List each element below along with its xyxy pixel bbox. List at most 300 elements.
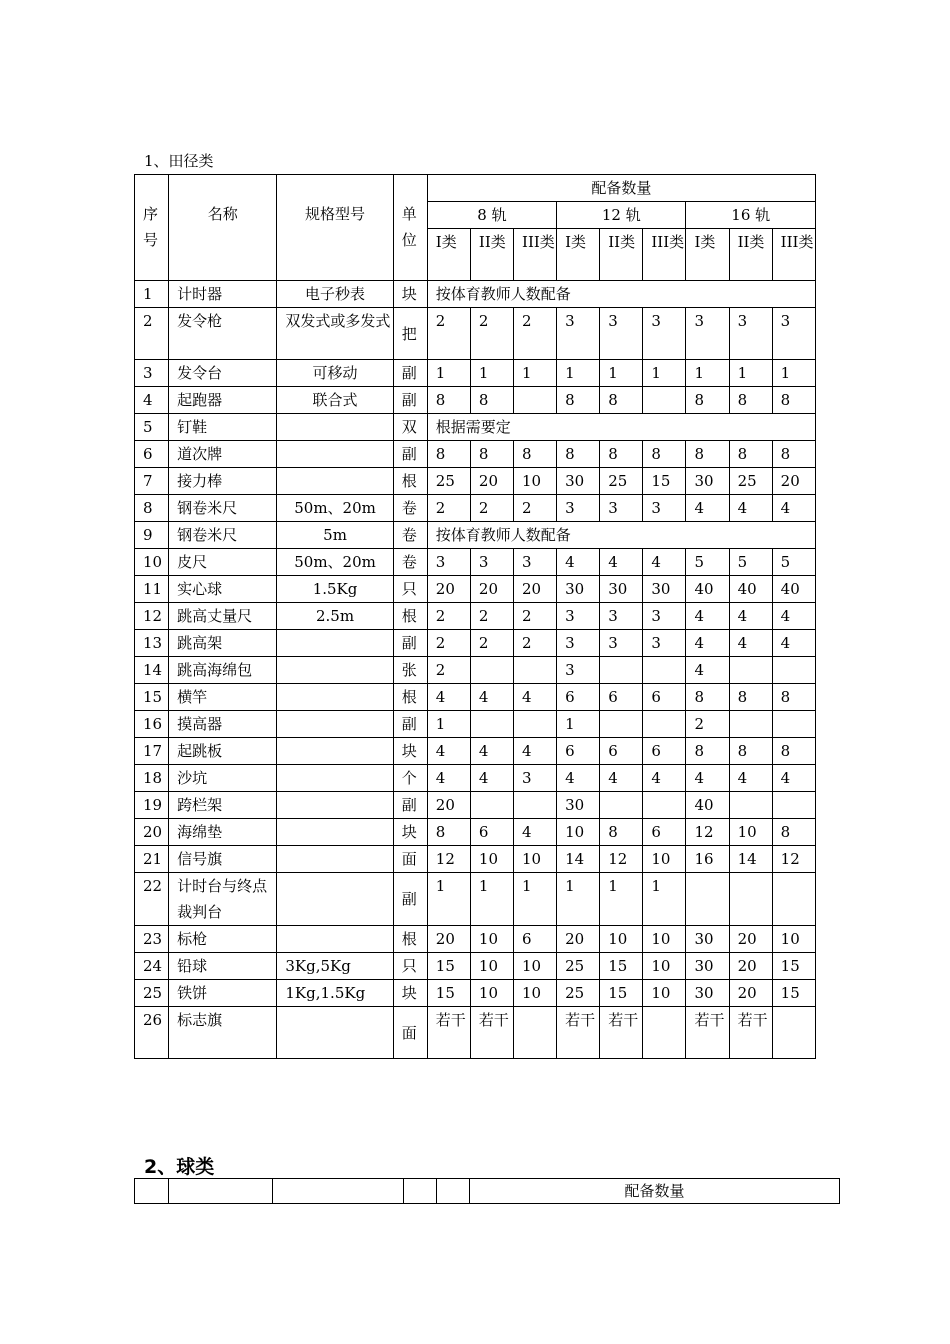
row-value: 8 — [729, 738, 772, 765]
row-number: 11 — [135, 576, 169, 603]
row-value: 30 — [686, 980, 729, 1007]
header-class-5: III类 — [643, 229, 686, 281]
row-unit: 块 — [393, 738, 427, 765]
row-value: 4 — [686, 603, 729, 630]
row-value: 4 — [514, 819, 557, 846]
row-value: 2 — [470, 308, 513, 360]
row-unit: 块 — [393, 980, 427, 1007]
track-field-equipment-table — [134, 174, 816, 1059]
row-value: 若干 — [600, 1007, 643, 1059]
row-name: 钢卷米尺 — [169, 495, 277, 522]
row-spec — [277, 441, 393, 468]
row-value: 20 — [772, 468, 815, 495]
row-value: 10 — [514, 953, 557, 980]
header-class-6: I类 — [686, 229, 729, 281]
row-spec: 可移动 — [277, 360, 393, 387]
row-spec — [277, 792, 393, 819]
row-spec — [277, 846, 393, 873]
header-name: 名称 — [169, 175, 277, 281]
row-value: 6 — [643, 738, 686, 765]
row-number: 3 — [135, 360, 169, 387]
row-value: 8 — [557, 441, 600, 468]
row-value: 1 — [600, 873, 643, 926]
row-unit: 副 — [393, 711, 427, 738]
row-name: 起跳板 — [169, 738, 277, 765]
row-name: 计时台与终点裁判台 — [169, 873, 277, 926]
row-value: 25 — [427, 468, 470, 495]
row-value: 8 — [686, 738, 729, 765]
row-value: 2 — [470, 603, 513, 630]
row-value: 8 — [643, 441, 686, 468]
row-value: 8 — [686, 387, 729, 414]
row-value: 20 — [729, 953, 772, 980]
row-value: 10 — [643, 846, 686, 873]
row-value: 8 — [470, 387, 513, 414]
row-spec — [277, 765, 393, 792]
table-row — [135, 495, 816, 522]
row-value — [643, 792, 686, 819]
row-number: 22 — [135, 873, 169, 926]
row-value: 14 — [557, 846, 600, 873]
row-value: 5 — [729, 549, 772, 576]
table-row — [135, 657, 816, 684]
row-value — [772, 873, 815, 926]
row-value: 4 — [772, 495, 815, 522]
table-row — [135, 441, 816, 468]
row-value: 8 — [772, 387, 815, 414]
row-value: 10 — [772, 926, 815, 953]
row-name: 实心球 — [169, 576, 277, 603]
row-unit: 双 — [393, 414, 427, 441]
table-row — [135, 792, 816, 819]
row-name: 横竿 — [169, 684, 277, 711]
table-row — [135, 522, 816, 549]
row-unit: 卷 — [393, 522, 427, 549]
table-row — [135, 873, 816, 926]
row-value: 3 — [470, 549, 513, 576]
row-value: 2 — [470, 630, 513, 657]
row-name: 跨栏架 — [169, 792, 277, 819]
row-value: 3 — [557, 657, 600, 684]
table-row — [135, 819, 816, 846]
row-value: 40 — [686, 576, 729, 603]
row-number: 8 — [135, 495, 169, 522]
row-name: 沙坑 — [169, 765, 277, 792]
row-value: 15 — [772, 980, 815, 1007]
row-value: 10 — [643, 926, 686, 953]
row-value: 3 — [643, 308, 686, 360]
row-value: 若干 — [729, 1007, 772, 1059]
row-value: 25 — [600, 468, 643, 495]
row-value: 若干 — [427, 1007, 470, 1059]
row-value: 6 — [600, 684, 643, 711]
row-value: 4 — [729, 495, 772, 522]
row-value: 2 — [427, 630, 470, 657]
row-value: 6 — [514, 926, 557, 953]
row-value: 3 — [557, 308, 600, 360]
row-name: 标枪 — [169, 926, 277, 953]
row-value: 6 — [557, 738, 600, 765]
row-value: 2 — [470, 495, 513, 522]
row-number: 25 — [135, 980, 169, 1007]
row-number: 10 — [135, 549, 169, 576]
row-spec — [277, 684, 393, 711]
row-value: 14 — [729, 846, 772, 873]
row-value: 4 — [514, 684, 557, 711]
ball-equipment-table — [134, 1178, 840, 1204]
row-value: 4 — [729, 603, 772, 630]
row-value: 1 — [470, 360, 513, 387]
row-name: 标志旗 — [169, 1007, 277, 1059]
row-value: 3 — [643, 495, 686, 522]
row-value: 8 — [729, 684, 772, 711]
row-value: 8 — [729, 441, 772, 468]
row-value: 4 — [557, 765, 600, 792]
table-row — [135, 414, 816, 441]
row-value: 2 — [427, 657, 470, 684]
row-unit: 只 — [393, 576, 427, 603]
row-value: 10 — [470, 980, 513, 1007]
row-value: 3 — [600, 630, 643, 657]
row-value — [514, 711, 557, 738]
row-value: 4 — [427, 684, 470, 711]
row-value: 8 — [427, 819, 470, 846]
header-class-0: I类 — [427, 229, 470, 281]
row-value: 15 — [600, 953, 643, 980]
row-note: 按体育教师人数配备 — [427, 281, 815, 308]
row-unit: 根 — [393, 926, 427, 953]
row-unit: 面 — [393, 846, 427, 873]
row-value: 8 — [772, 819, 815, 846]
row-value: 16 — [686, 846, 729, 873]
header-class-2: III类 — [514, 229, 557, 281]
row-value: 30 — [557, 468, 600, 495]
row-name: 海绵垫 — [169, 819, 277, 846]
row-value: 4 — [729, 765, 772, 792]
row-unit: 副 — [393, 873, 427, 926]
table-row — [135, 926, 816, 953]
row-value — [514, 1007, 557, 1059]
table-row — [135, 281, 816, 308]
row-value: 1 — [729, 360, 772, 387]
row-value: 4 — [557, 549, 600, 576]
row-number: 1 — [135, 281, 169, 308]
row-value: 5 — [686, 549, 729, 576]
row-value: 1 — [427, 360, 470, 387]
t2-header-blank — [437, 1179, 470, 1204]
row-value: 12 — [686, 819, 729, 846]
row-value: 2 — [427, 603, 470, 630]
table-row — [135, 603, 816, 630]
row-value: 8 — [600, 441, 643, 468]
row-value: 8 — [772, 738, 815, 765]
row-value: 1 — [643, 873, 686, 926]
row-value: 1 — [470, 873, 513, 926]
table-row — [135, 549, 816, 576]
row-value: 30 — [643, 576, 686, 603]
header-class-3: I类 — [557, 229, 600, 281]
row-value: 8 — [514, 441, 557, 468]
row-value — [470, 657, 513, 684]
header-class-4: II类 — [600, 229, 643, 281]
row-value: 12 — [772, 846, 815, 873]
row-value: 8 — [600, 387, 643, 414]
row-unit: 卷 — [393, 549, 427, 576]
row-number: 14 — [135, 657, 169, 684]
table-row — [135, 1007, 816, 1059]
row-spec — [277, 873, 393, 926]
row-spec: 电子秒表 — [277, 281, 393, 308]
row-value: 8 — [427, 441, 470, 468]
row-value: 25 — [557, 980, 600, 1007]
row-value: 12 — [600, 846, 643, 873]
header-spec: 规格型号 — [277, 175, 393, 281]
row-value: 3 — [643, 630, 686, 657]
row-spec: 1Kg,1.5Kg — [277, 980, 393, 1007]
row-value: 10 — [514, 846, 557, 873]
row-name: 起跑器 — [169, 387, 277, 414]
table-row — [135, 738, 816, 765]
row-value — [772, 657, 815, 684]
row-value: 20 — [729, 926, 772, 953]
row-value: 1 — [557, 360, 600, 387]
table-row — [135, 308, 816, 360]
row-spec — [277, 468, 393, 495]
row-value: 1 — [557, 711, 600, 738]
row-value: 2 — [514, 308, 557, 360]
row-spec: 联合式 — [277, 387, 393, 414]
row-number: 12 — [135, 603, 169, 630]
row-note: 按体育教师人数配备 — [427, 522, 815, 549]
row-value: 4 — [729, 630, 772, 657]
row-spec: 双发式或多发式 — [277, 308, 393, 360]
row-value: 10 — [600, 926, 643, 953]
t2-header-unit — [404, 1179, 437, 1204]
row-value: 3 — [514, 765, 557, 792]
row-value: 8 — [686, 441, 729, 468]
table-row — [135, 980, 816, 1007]
table-row — [135, 360, 816, 387]
row-value: 1 — [686, 360, 729, 387]
row-value — [470, 792, 513, 819]
table-row — [135, 630, 816, 657]
row-number: 20 — [135, 819, 169, 846]
row-number: 5 — [135, 414, 169, 441]
row-name: 铅球 — [169, 953, 277, 980]
row-value: 2 — [686, 711, 729, 738]
row-number: 13 — [135, 630, 169, 657]
row-value — [772, 1007, 815, 1059]
header-class-8: III类 — [772, 229, 815, 281]
row-spec — [277, 630, 393, 657]
row-value: 2 — [514, 630, 557, 657]
row-value: 3 — [514, 549, 557, 576]
row-value: 8 — [772, 441, 815, 468]
row-spec — [277, 657, 393, 684]
row-value: 15 — [772, 953, 815, 980]
header-track-12: 12 轨 — [557, 202, 686, 229]
table-row — [135, 387, 816, 414]
row-unit: 个 — [393, 765, 427, 792]
table-row — [135, 953, 816, 980]
row-value: 40 — [772, 576, 815, 603]
row-spec: 1.5Kg — [277, 576, 393, 603]
header-seq: 序号 — [135, 175, 169, 281]
row-value: 3 — [427, 549, 470, 576]
row-value: 12 — [427, 846, 470, 873]
row-value: 6 — [600, 738, 643, 765]
row-value: 2 — [427, 495, 470, 522]
row-value: 4 — [470, 765, 513, 792]
row-value: 10 — [470, 953, 513, 980]
row-unit: 把 — [393, 308, 427, 360]
row-value: 2 — [514, 495, 557, 522]
header-track-16: 16 轨 — [686, 202, 816, 229]
t2-header-seq — [135, 1179, 169, 1204]
row-value — [643, 711, 686, 738]
row-value: 4 — [427, 765, 470, 792]
section-1-title: 1、田径类 — [144, 152, 214, 170]
row-spec: 50m、20m — [277, 549, 393, 576]
row-value: 8 — [600, 819, 643, 846]
row-value: 20 — [470, 468, 513, 495]
row-value — [729, 792, 772, 819]
row-unit: 只 — [393, 953, 427, 980]
row-value: 5 — [772, 549, 815, 576]
row-value: 3 — [600, 495, 643, 522]
row-value — [514, 387, 557, 414]
row-value: 4 — [686, 495, 729, 522]
row-number: 26 — [135, 1007, 169, 1059]
row-value: 10 — [643, 953, 686, 980]
row-number: 21 — [135, 846, 169, 873]
row-unit: 副 — [393, 441, 427, 468]
row-spec — [277, 926, 393, 953]
table-row — [135, 468, 816, 495]
row-name: 发令枪 — [169, 308, 277, 360]
row-name: 摸高器 — [169, 711, 277, 738]
table-row — [135, 684, 816, 711]
row-number: 9 — [135, 522, 169, 549]
row-value: 3 — [772, 308, 815, 360]
row-value: 20 — [729, 980, 772, 1007]
row-value: 25 — [729, 468, 772, 495]
row-value: 8 — [557, 387, 600, 414]
row-unit: 块 — [393, 819, 427, 846]
row-value: 15 — [427, 953, 470, 980]
row-value: 3 — [600, 603, 643, 630]
row-value: 3 — [600, 308, 643, 360]
row-number: 18 — [135, 765, 169, 792]
row-value: 若干 — [470, 1007, 513, 1059]
row-spec: 2.5m — [277, 603, 393, 630]
row-value: 若干 — [557, 1007, 600, 1059]
row-value — [686, 873, 729, 926]
row-spec: 3Kg,5Kg — [277, 953, 393, 980]
row-unit: 副 — [393, 792, 427, 819]
table-row — [135, 576, 816, 603]
row-value: 4 — [470, 738, 513, 765]
row-value: 20 — [557, 926, 600, 953]
row-value: 3 — [686, 308, 729, 360]
t2-header-quantity: 配备数量 — [470, 1179, 840, 1204]
section-2-title: 2、球类 — [144, 1156, 215, 1178]
row-value: 3 — [729, 308, 772, 360]
row-value: 4 — [470, 684, 513, 711]
row-value — [600, 792, 643, 819]
t2-header-name — [169, 1179, 273, 1204]
row-name: 跳高架 — [169, 630, 277, 657]
row-value: 1 — [427, 873, 470, 926]
row-value: 40 — [686, 792, 729, 819]
row-spec: 5m — [277, 522, 393, 549]
row-value: 30 — [686, 468, 729, 495]
row-value: 15 — [643, 468, 686, 495]
row-value: 20 — [427, 792, 470, 819]
header-class-7: II类 — [729, 229, 772, 281]
row-value: 10 — [470, 846, 513, 873]
row-value: 3 — [557, 603, 600, 630]
row-value: 1 — [557, 873, 600, 926]
row-value: 1 — [514, 360, 557, 387]
row-unit: 张 — [393, 657, 427, 684]
row-name: 铁饼 — [169, 980, 277, 1007]
row-value: 1 — [772, 360, 815, 387]
row-value: 3 — [557, 495, 600, 522]
row-value: 4 — [600, 549, 643, 576]
row-spec — [277, 711, 393, 738]
header-track-8: 8 轨 — [427, 202, 556, 229]
row-number: 19 — [135, 792, 169, 819]
row-number: 15 — [135, 684, 169, 711]
row-name: 钢卷米尺 — [169, 522, 277, 549]
row-value: 1 — [643, 360, 686, 387]
t2-header-spec — [273, 1179, 404, 1204]
row-value: 10 — [557, 819, 600, 846]
row-value: 4 — [427, 738, 470, 765]
row-value: 1 — [514, 873, 557, 926]
row-unit: 副 — [393, 387, 427, 414]
table-row — [135, 846, 816, 873]
row-value: 10 — [643, 980, 686, 1007]
row-value: 4 — [686, 765, 729, 792]
header-quantity: 配备数量 — [427, 175, 815, 202]
row-value — [729, 873, 772, 926]
row-unit: 根 — [393, 603, 427, 630]
row-value: 4 — [643, 765, 686, 792]
row-name: 接力棒 — [169, 468, 277, 495]
row-unit: 块 — [393, 281, 427, 308]
row-value — [643, 387, 686, 414]
row-value: 30 — [686, 953, 729, 980]
row-value: 30 — [600, 576, 643, 603]
row-value — [514, 792, 557, 819]
row-value: 8 — [686, 684, 729, 711]
row-value — [772, 711, 815, 738]
row-value: 4 — [772, 765, 815, 792]
row-value: 10 — [470, 926, 513, 953]
row-value — [643, 657, 686, 684]
row-number: 16 — [135, 711, 169, 738]
row-name: 信号旗 — [169, 846, 277, 873]
row-spec — [277, 819, 393, 846]
row-name: 道次牌 — [169, 441, 277, 468]
row-number: 6 — [135, 441, 169, 468]
row-value: 8 — [470, 441, 513, 468]
row-number: 4 — [135, 387, 169, 414]
row-unit: 副 — [393, 630, 427, 657]
row-value: 10 — [514, 468, 557, 495]
